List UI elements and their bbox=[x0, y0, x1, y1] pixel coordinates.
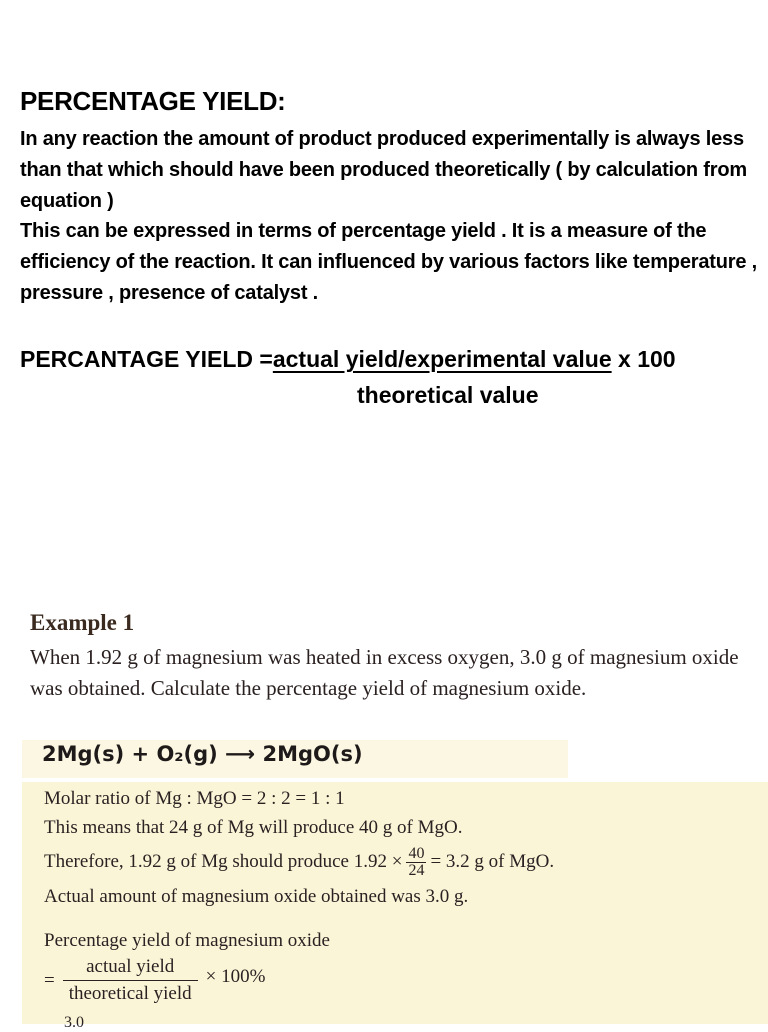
equals-sign: = bbox=[44, 969, 55, 991]
solution-line-produce: This means that 24 g of Mg will produce 40 g of MgO. bbox=[44, 817, 463, 838]
times-hundred-percent: × 100% bbox=[205, 965, 266, 987]
percentage-yield-expression bbox=[44, 956, 265, 1005]
formula-denominator: theoretical value bbox=[357, 382, 539, 408]
percentage-yield-formula bbox=[20, 346, 676, 373]
formula-prefix: PERCANTAGE YIELD = bbox=[20, 346, 273, 372]
solution-line-percentage-heading: Percentage yield of magnesium oxide bbox=[44, 930, 330, 951]
slide-heading: PERCENTAGE YIELD: bbox=[20, 86, 286, 116]
cut-off-text: 3.0 bbox=[64, 1014, 84, 1031]
yield-fraction bbox=[63, 956, 198, 1005]
yield-denominator: theoretical yield bbox=[68, 983, 192, 1004]
formula-suffix: x 100 bbox=[611, 346, 676, 372]
mass-ratio-fraction bbox=[406, 846, 426, 879]
fraction-numerator: 40 bbox=[408, 845, 425, 862]
example-title: Example 1 bbox=[30, 610, 135, 635]
example-scan bbox=[0, 600, 768, 1031]
paragraph-definition: In any reaction the amount of product produced experimentally is always less than that which should have been produced theoretically ( by calculation from equation ) bbox=[20, 128, 747, 212]
therefore-prefix: Therefore, 1.92 g of Mg should produce 1.92 × bbox=[44, 850, 403, 872]
solution-line-actual: Actual amount of magnesium oxide obtained was 3.0 g. bbox=[44, 886, 469, 907]
chemical-equation: 2Mg(s) + O₂(g) ⟶ 2MgO(s) bbox=[42, 742, 363, 766]
paragraph-efficiency: This can be expressed in terms of percentage yield . It is a measure of the efficiency of the reaction. It can influenced by various factors like temperature , pressure , presence of catalyst . bbox=[20, 220, 757, 304]
yield-numerator: actual yield bbox=[63, 956, 198, 981]
formula-numerator: actual yield/experimental value bbox=[272, 346, 612, 372]
therefore-suffix: = 3.2 g of MgO. bbox=[430, 850, 555, 872]
solution-line-molar-ratio: Molar ratio of Mg : MgO = 2 : 2 = 1 : 1 bbox=[44, 788, 345, 809]
example-question: When 1.92 g of magnesium was heated in excess oxygen, 3.0 g of magnesium oxide was obtained. Calculate the percentage yield of magnesium oxide. bbox=[30, 645, 739, 700]
solution-line-therefore bbox=[44, 846, 554, 879]
fraction-denominator: 24 bbox=[408, 862, 425, 879]
